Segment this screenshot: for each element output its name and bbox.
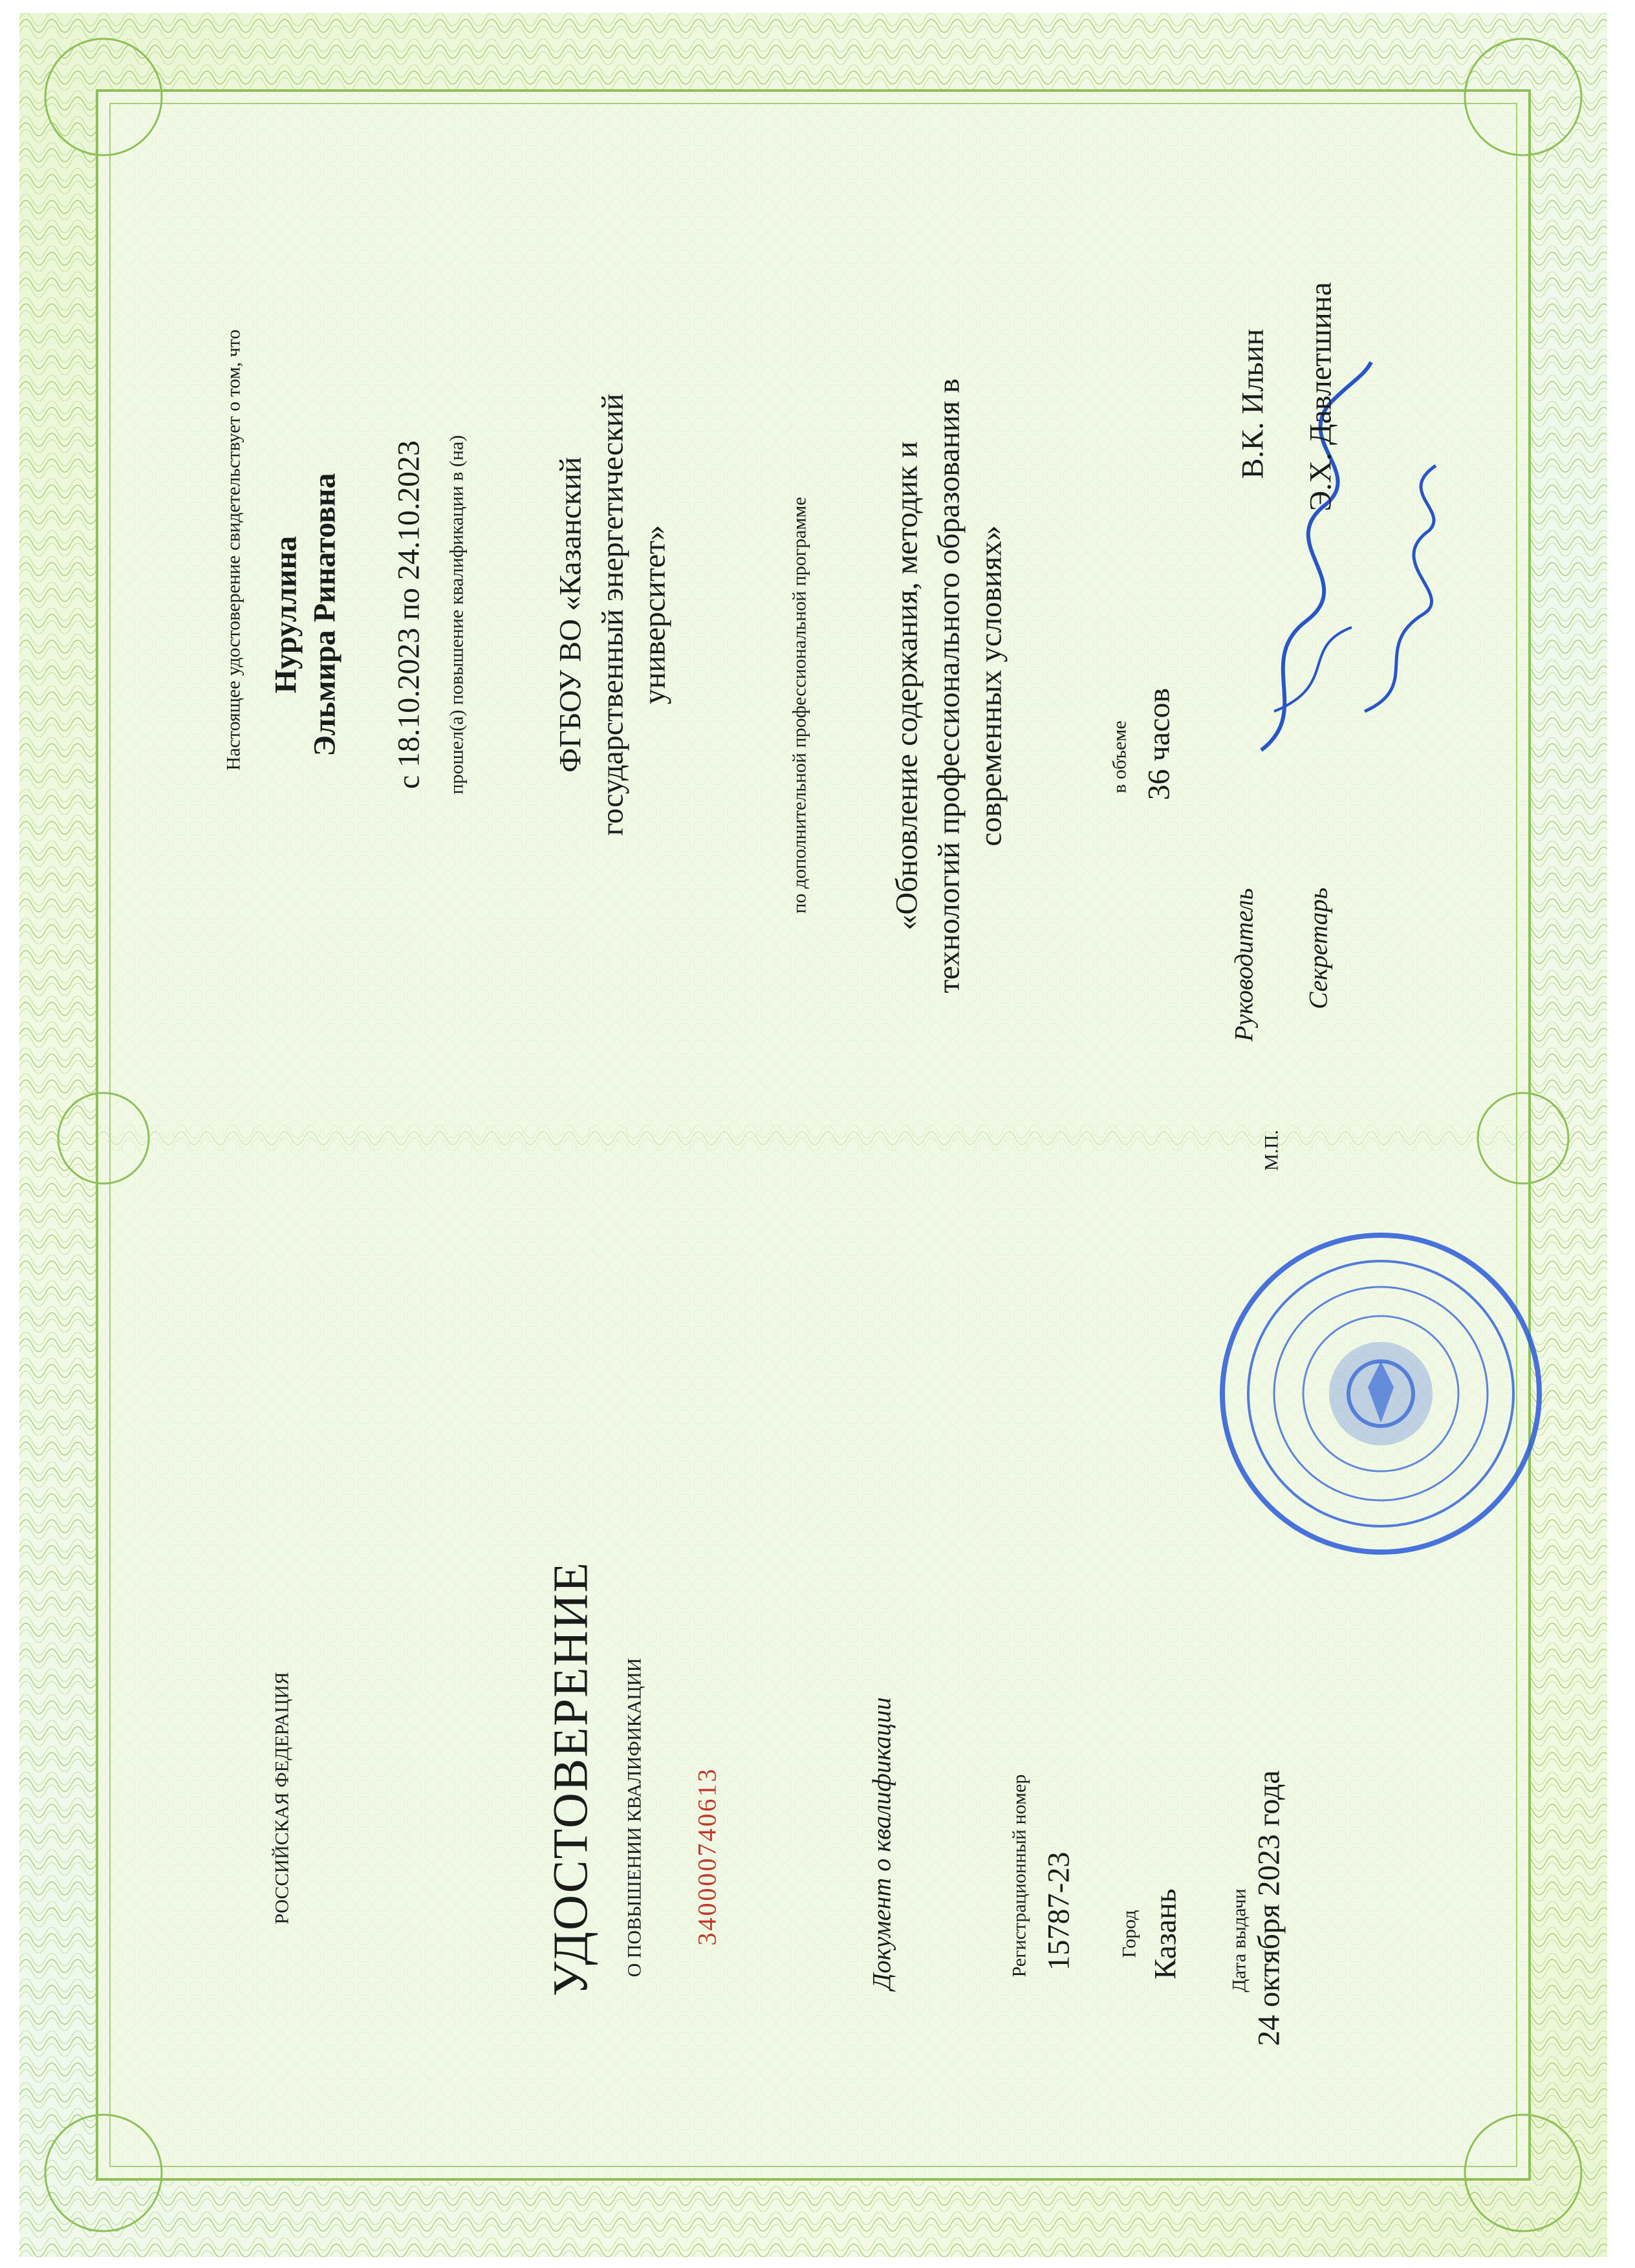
organization-line-1: ФГБОУ ВО «Казанский [553,457,588,773]
secretary-name: Э.Х. Давлетшина [1303,282,1338,512]
certificate-sheet [19,13,1607,2257]
study-period: с 18.10.2023 по 24.10.2023 [391,440,426,789]
serial-number: 340000740613 [692,1767,722,1946]
head-name: В.К. Ильин [1235,329,1270,479]
document-title: УДОСТОВЕРЕНИЕ [543,1561,598,1996]
volume-label: в объеме [1109,720,1131,794]
program-line-2: технологий профессионального образования в [931,378,966,993]
registration-number: 15787-23 [1041,1852,1076,1971]
city-value: Казань [1148,1888,1183,1980]
seal-place-label: М.П. [1261,1130,1283,1171]
surname: Нуруллина [268,535,303,694]
program-line-3: современных условиях» [973,525,1008,847]
document-type: Документ о квалификации [867,1697,896,1990]
issue-date-label: Дата выдачи [1228,1888,1250,1993]
program-label: по дополнительной профессиональной программе [788,497,810,914]
head-role: Руководитель [1229,888,1259,1042]
rotated-content [19,14,1607,2258]
country-label: РОССИЙСКАЯ ФЕДЕРАЦИЯ [271,1672,293,1925]
organization-line-3: университет» [637,524,672,705]
document-subtitle: О ПОВЫШЕНИИ КВАЛИФИКАЦИИ [623,1658,645,1978]
organization-line-2: государственный энергетический [595,393,630,836]
volume-hours: 36 часов [1142,687,1176,801]
issue-date: 24 октября 2023 года [1251,1770,1286,2046]
passed-training-text: прошел(а) повышение квалификации в (на) [446,435,468,795]
city-label: Город [1118,1910,1140,1958]
secretary-role: Секретарь [1303,887,1333,1010]
program-line-1: «Обновление содержания, методик и [889,441,924,931]
registration-label: Регистрационный номер [1008,1774,1030,1978]
intro-text: Настоящее удостоверение свидетельствует о том, что [222,329,244,771]
given-names: Эльмира Ринатовна [307,473,342,757]
